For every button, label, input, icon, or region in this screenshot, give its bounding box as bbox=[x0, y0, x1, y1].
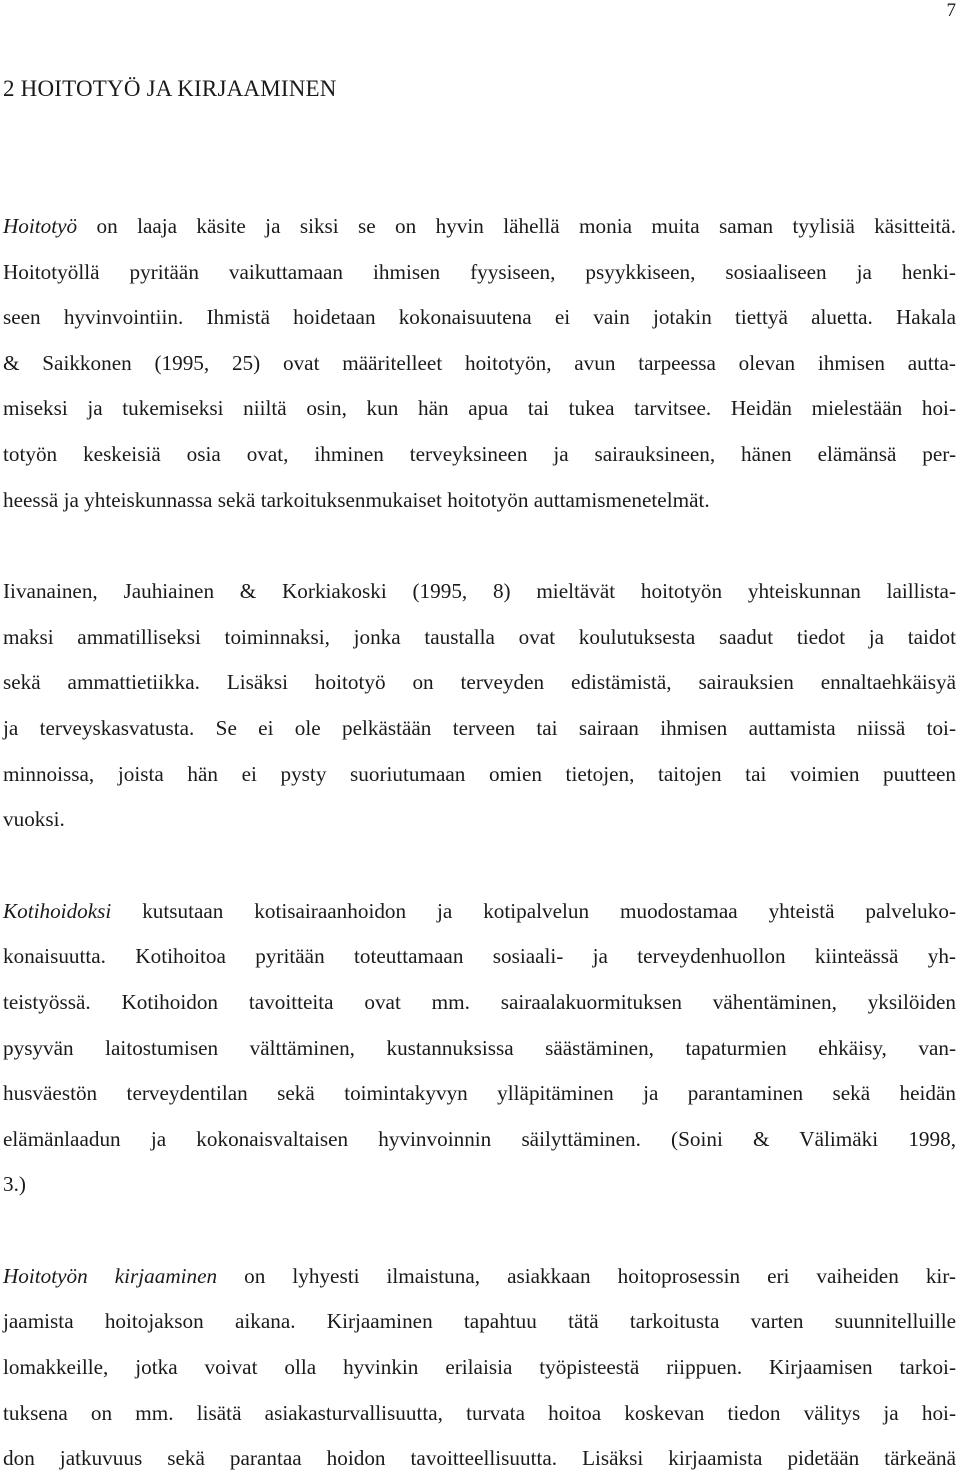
paragraph-kirjaaminen bbox=[3, 1254, 956, 1482]
text-line: elämänlaadun ja kokonaisvaltaisen hyvinvoinnin säilyttäminen. (Soini & Välimäki 1998, bbox=[3, 1126, 956, 1151]
text-line: heessä ja yhteiskunnassa sekä tarkoituksenmukaiset hoitotyön auttamismenetelmät. bbox=[3, 487, 710, 512]
text-line: Hoitotyö on laaja käsite ja siksi se on hyvin lähellä monia muita saman tyylisiä käsitteitä. bbox=[3, 214, 956, 238]
paragraph-kotihoidoksi bbox=[3, 889, 956, 1208]
text-line: vuoksi. bbox=[3, 807, 65, 832]
text-line: tuksena on mm. lisätä asiakasturvallisuutta, turvata hoitoa koskevan tiedon välitys ja hoi- bbox=[3, 1400, 956, 1425]
term-hoitotyon-kirjaaminen: Hoitotyön kirjaaminen bbox=[3, 1263, 218, 1288]
text-line: miseksi ja tukemiseksi niiltä osin, kun hän apua tai tukea tarvitsee. Heidän mielestään hoi- bbox=[3, 396, 956, 421]
text-line: Hoitotyön kirjaaminen on lyhyesti ilmaistuna, asiakkaan hoitoprosessin eri vaiheiden kir- bbox=[3, 1263, 956, 1288]
text-line: husväestön terveydentilan sekä toimintakyvyn ylläpitäminen ja parantaminen sekä heidän bbox=[3, 1081, 956, 1106]
text-line: & Saikkonen (1995, 25) ovat määritelleet hoitotyön, avun tarpeessa olevan ihmisen autta- bbox=[3, 350, 956, 375]
document-body bbox=[3, 204, 956, 1482]
text-line: Iivanainen, Jauhiainen & Korkiakoski (1995, 8) mieltävät hoitotyön yhteiskunnan laillista- bbox=[3, 579, 956, 604]
text-line: minnoissa, joista hän ei pysty suoriutumaan omien tietojen, taitojen tai voimien puutteen bbox=[3, 761, 956, 786]
text-line: seen hyvinvointiin. Ihmistä hoidetaan kokonaisuutena ei vain jotakin tiettyä aluetta. Hakala bbox=[3, 305, 956, 330]
term-hoitotyo: Hoitotyö bbox=[3, 214, 78, 238]
text-line: teistyössä. Kotihoidon tavoitteita ovat mm. sairaalakuormituksen vähentäminen, yksilöiden bbox=[3, 989, 956, 1014]
text-line: lomakkeille, jotka voivat olla hyvinkin erilaisia työpisteestä riippuen. Kirjaamisen tarkoi- bbox=[3, 1355, 956, 1380]
text-line: 3.) bbox=[3, 1172, 26, 1197]
text-line: pysyvän laitostumisen välttäminen, kustannuksissa säästäminen, tapaturmien ehkäisy, van- bbox=[3, 1035, 956, 1060]
text-line: maksi ammatilliseksi toiminnaksi, jonka taustalla ovat koulutuksesta saadut tiedot ja taidot bbox=[3, 624, 956, 649]
paragraph-hoitotyo bbox=[3, 204, 956, 523]
paragraph-iivanainen bbox=[3, 569, 956, 843]
page-number: 7 bbox=[946, 0, 956, 21]
text-line: jaamista hoitojakson aikana. Kirjaaminen tapahtuu tätä tarkoitusta varten suunnitelluille bbox=[3, 1309, 956, 1334]
text-line: konaisuutta. Kotihoitoa pyritään toteuttamaan sosiaali- ja terveydenhuollon kiinteässä yh- bbox=[3, 944, 956, 969]
text-line: don jatkuvuus sekä parantaa hoidon tavoitteellisuutta. Lisäksi kirjaamista pidetään tärkeänä bbox=[3, 1446, 956, 1471]
text-line: Kotihoidoksi kutsutaan kotisairaanhoidon ja kotipalvelun muodostamaa yhteistä palveluko- bbox=[3, 898, 956, 923]
text-line: totyön keskeisiä osia ovat, ihminen terveyksineen ja sairauksineen, hänen elämänsä per- bbox=[3, 441, 956, 466]
chapter-heading: 2 HOITOTYÖ JA KIRJAAMINEN bbox=[3, 76, 337, 101]
text-line: sekä ammattietiikka. Lisäksi hoitotyö on terveyden edistämistä, sairauksien ennaltaehkäisyä bbox=[3, 670, 956, 695]
text-line: ja terveyskasvatusta. Se ei ole pelkästään terveen tai sairaan ihmisen auttamista niissä toi- bbox=[3, 715, 956, 740]
text-line: Hoitotyöllä pyritään vaikuttamaan ihmisen fyysiseen, psyykkiseen, sosiaaliseen ja henki- bbox=[3, 259, 956, 284]
term-kotihoidoksi: Kotihoidoksi bbox=[3, 898, 112, 923]
